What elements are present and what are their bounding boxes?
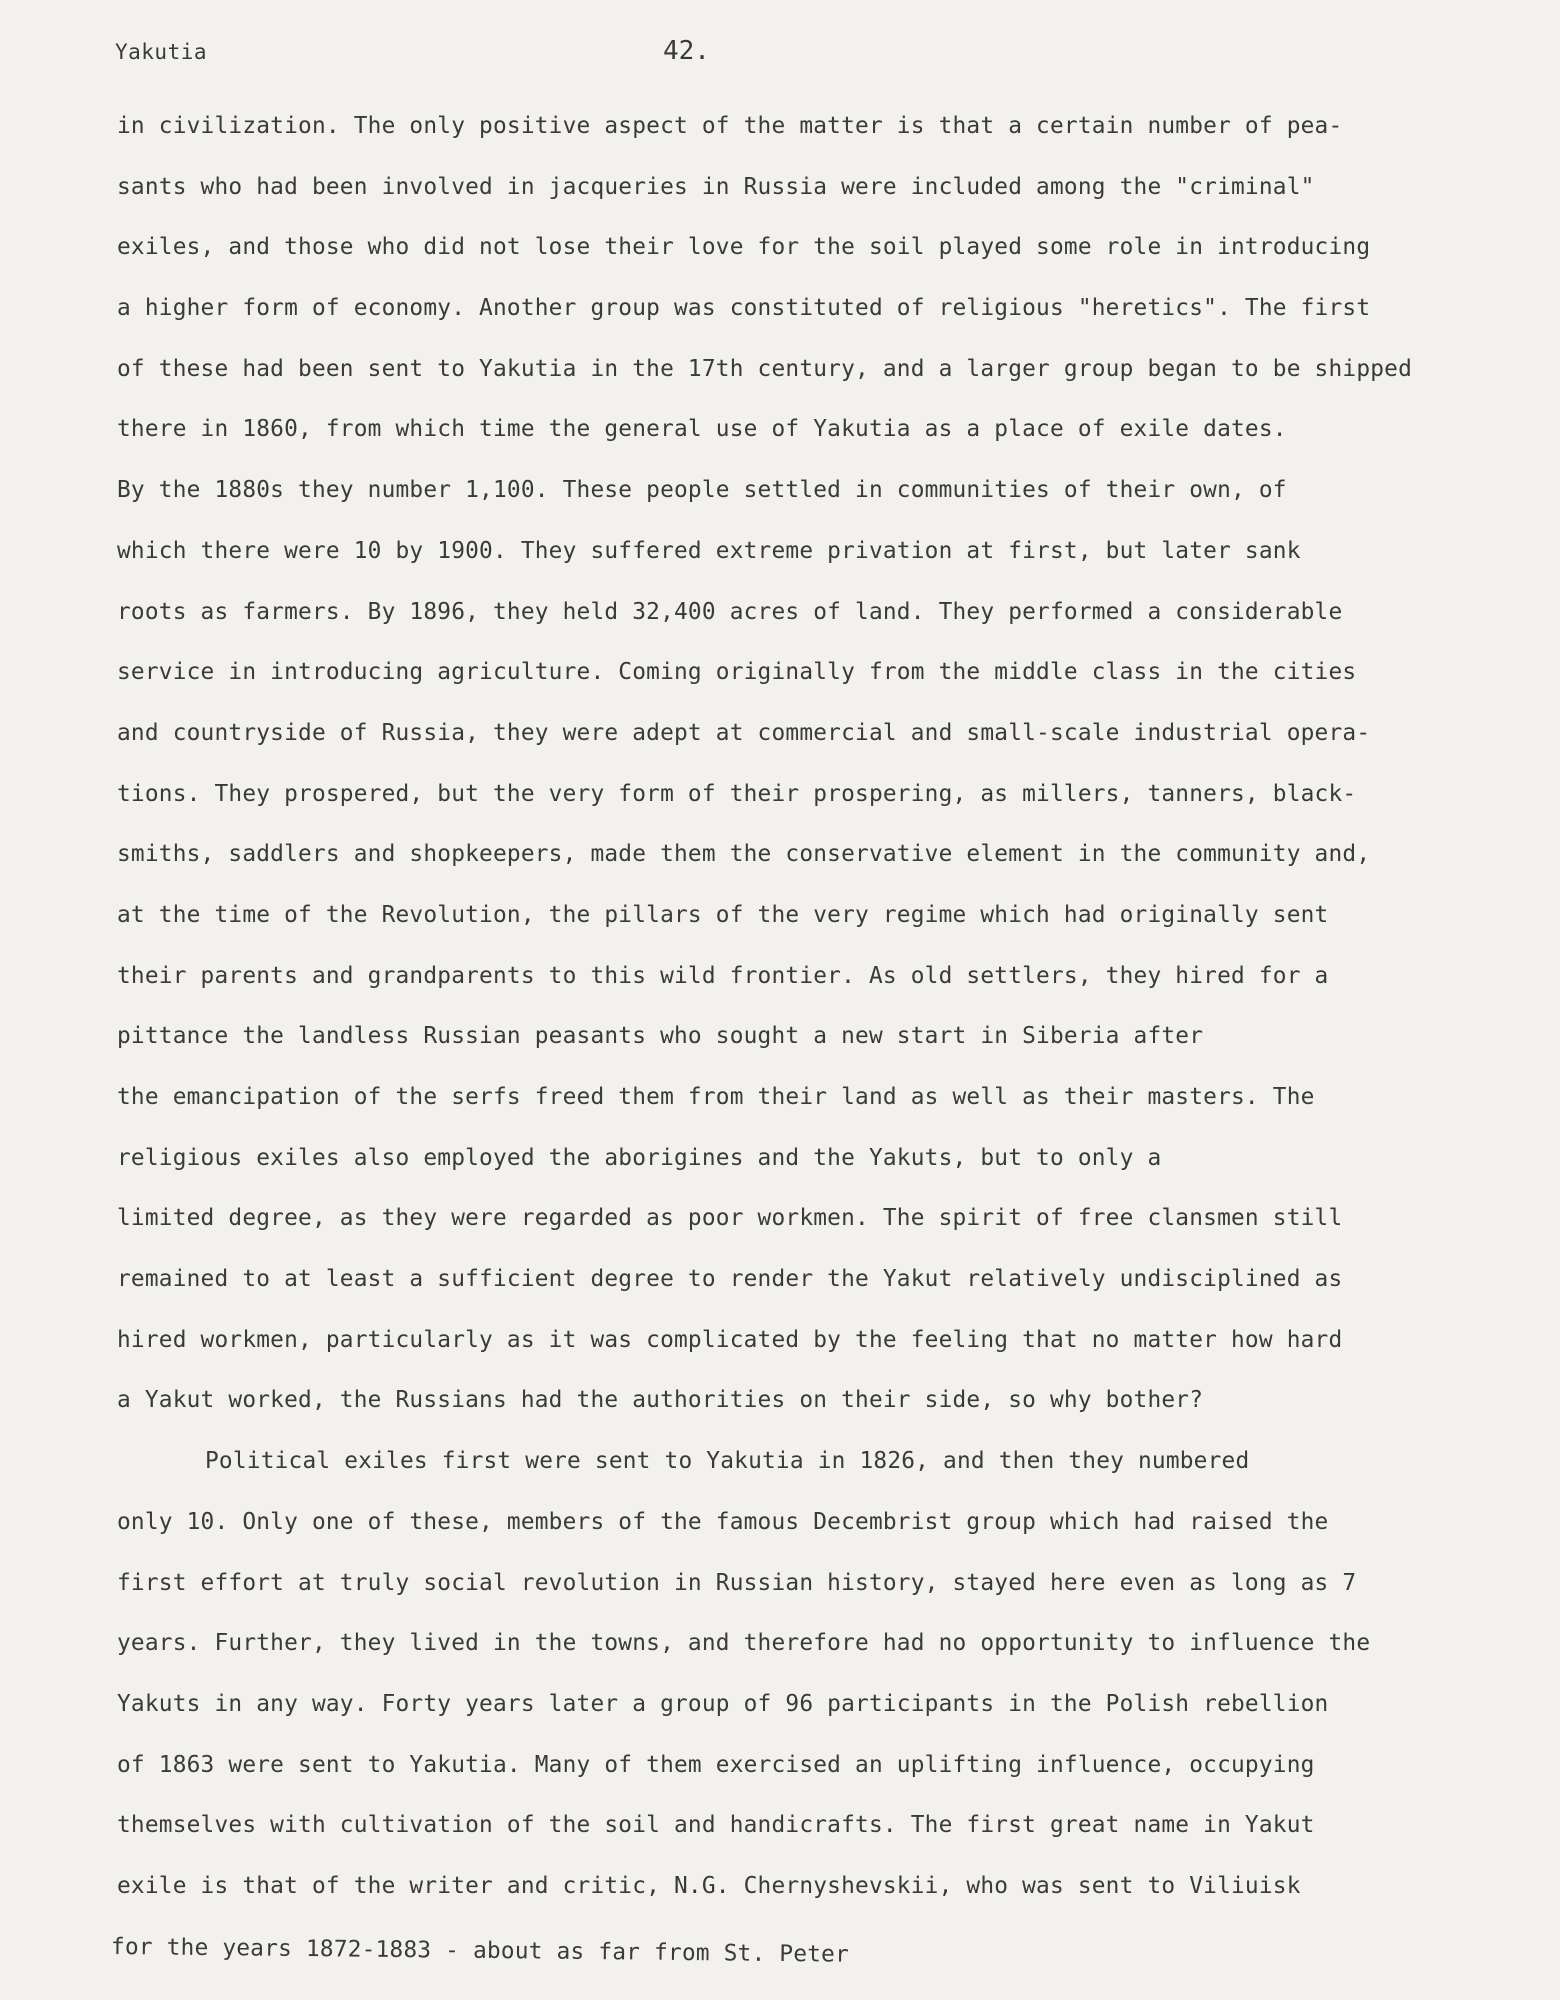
page-number: 42. (663, 36, 710, 66)
text-line: a Yakut worked, the Russians had the authorities on their side, so why bother? (117, 1387, 1204, 1414)
text-line: roots as farmers. By 1896, they held 32,400 acres of land. They performed a considerable (117, 598, 1343, 625)
text-line: themselves with cultivation of the soil and handicrafts. The first great name in Yakut (117, 1812, 1315, 1839)
text-line: religious exiles also employed the aborigines and the Yakuts, but to only a (117, 1144, 1162, 1171)
text-line: which there were 10 by 1900. They suffered extreme privation at first, but later sank (117, 537, 1301, 564)
text-line: of these had been sent to Yakutia in the 17th century, and a larger group began to be shipped (117, 355, 1413, 382)
text-line: first effort at truly social revolution in Russian history, stayed here even as long as 7 (117, 1569, 1357, 1596)
text-line: there in 1860, from which time the general use of Yakutia as a place of exile dates. (117, 416, 1287, 443)
text-line: hired workmen, particularly as it was complicated by the feeling that no matter how hard (117, 1326, 1343, 1353)
text-line: only 10. Only one of these, members of the famous Decembrist group which had raised the (117, 1508, 1329, 1535)
paragraph-first-line: Political exiles first were sent to Yakutia in 1826, and then they numbered (205, 1448, 1250, 1475)
text-line: the emancipation of the serfs freed them from their land as well as their masters. The (117, 1084, 1315, 1110)
text-line: By the 1880s they number 1,100. These people settled in communities of their own, of (117, 477, 1287, 504)
text-line: remained to at least a sufficient degree to render the Yakut relatively undisciplined as (117, 1266, 1343, 1293)
text-line: pittance the landless Russian peasants who sought a new start in Siberia after (117, 1023, 1204, 1050)
text-line: a higher form of economy. Another group was constituted of religious "heretics". The first (117, 295, 1371, 322)
text-line: exile is that of the writer and critic, N.G. Chernyshevskii, who was sent to Viliuisk (117, 1872, 1301, 1899)
running-title: Yakutia (115, 40, 208, 64)
text-line: of 1863 were sent to Yakutia. Many of them exercised an uplifting influence, occupying (117, 1751, 1315, 1778)
text-line: years. Further, they lived in the towns, and therefore had no opportunity to influence the (117, 1630, 1371, 1657)
text-line: at the time of the Revolution, the pillars of the very regime which had originally sent (117, 901, 1329, 928)
typed-text-body (110, 96, 1537, 1977)
text-line: service in introducing agriculture. Coming originally from the middle class in the cities (117, 659, 1357, 686)
text-line: limited degree, as they were regarded as poor workmen. The spirit of free clansmen still (117, 1205, 1343, 1232)
text-line: and countryside of Russia, they were adept at commercial and small-scale industrial opera- (117, 719, 1371, 746)
text-line: sants who had been involved in jacqueries in Russia were included among the "criminal" (117, 173, 1315, 200)
text-line: in civilization. The only positive aspect of the matter is that a certain number of pea- (117, 113, 1343, 139)
text-line: tions. They prospered, but the very form of their prospering, as millers, tanners, black- (117, 780, 1357, 807)
text-line: smiths, saddlers and shopkeepers, made them the conservative element in the community and, (117, 841, 1371, 868)
text-line-tilted: for the years 1872-1883 - about as far from St. Peter (110, 1933, 850, 1968)
page-header (115, 36, 1445, 76)
text-line: exiles, and those who did not lose their love for the soil played some role in introducing (117, 234, 1371, 261)
text-line: their parents and grandparents to this wild frontier. As old settlers, they hired for a (117, 962, 1329, 989)
text-line: Yakuts in any way. Forty years later a group of 96 participants in the Polish rebellion (117, 1690, 1329, 1717)
